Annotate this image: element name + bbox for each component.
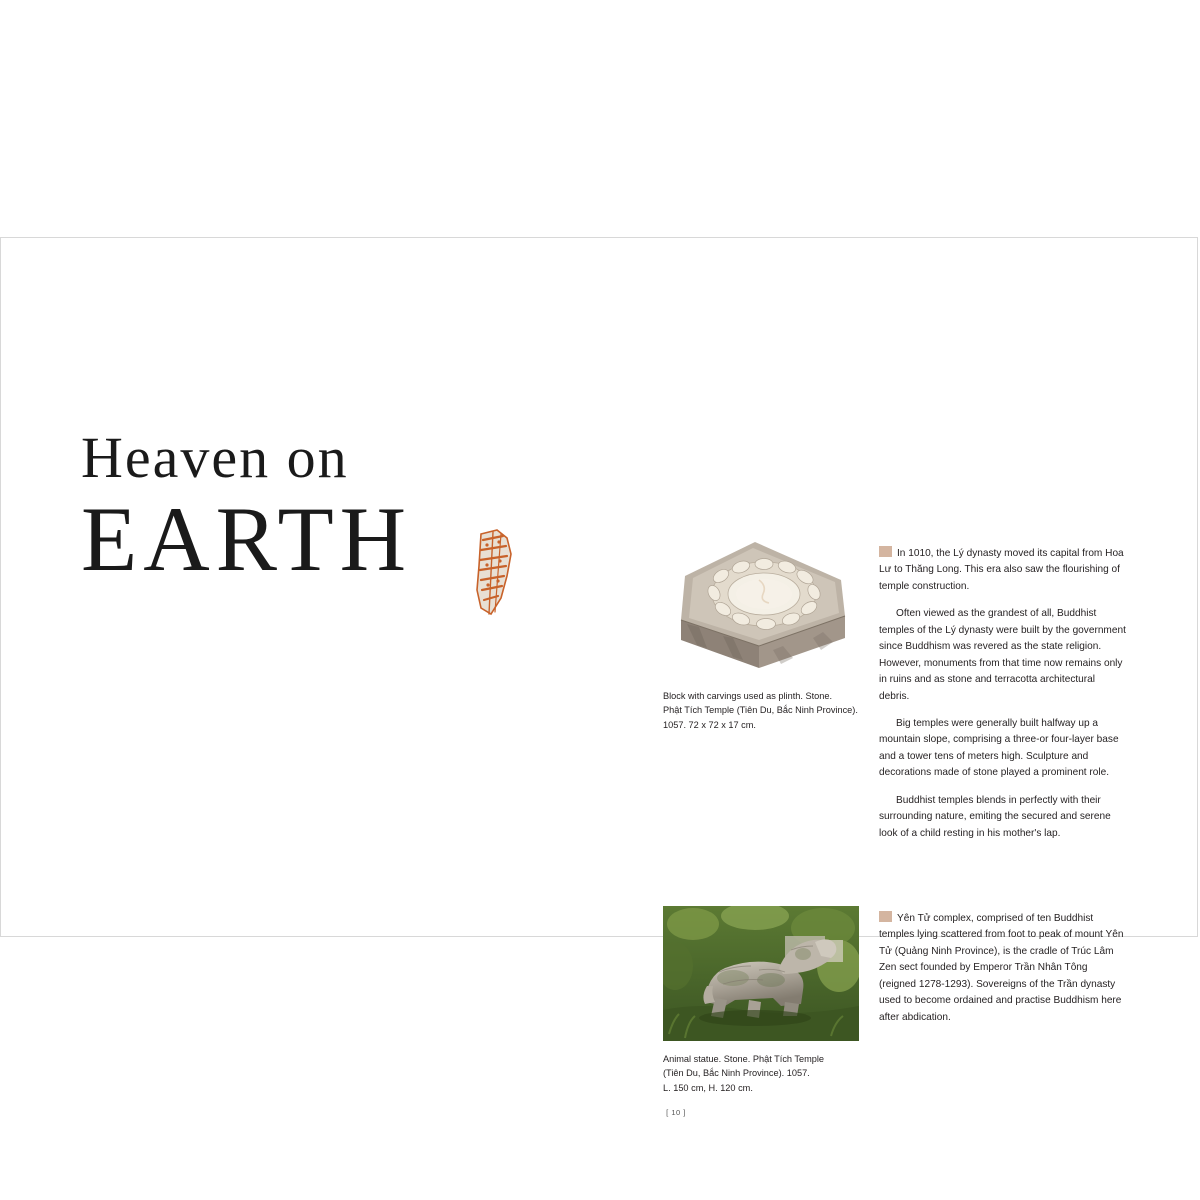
figure-animal-statue xyxy=(663,906,859,1095)
paragraph: Often viewed as the grandest of all, Buddhist temples of the Lý dynasty were built by the government since Buddhism was revered as the state religion. However, monuments from that time now remains only in ruins and as stone and terracotta architectural debris. xyxy=(879,608,1126,702)
caption-line: Animal statue. Stone. Phật Tích Temple xyxy=(663,1054,825,1064)
decorative-ornament-icon xyxy=(467,528,523,618)
figure-1-caption xyxy=(663,689,859,732)
caption-line: (Tiên Du, Bắc Ninh Province). 1057. xyxy=(663,1068,810,1079)
paragraph-text: In 1010, the Lý dynasty moved its capital from Hoa Lư to Thăng Long. This era also saw the flourishing of temple construction. xyxy=(879,548,1124,592)
plinth-block-photo xyxy=(663,528,859,678)
paragraph xyxy=(879,546,1127,595)
paragraph-lead-swatch xyxy=(879,546,892,557)
paragraph: Buddhist temples blends in perfectly with their surrounding nature, emiting the secured and serene look of a child resting in his mother's lap. xyxy=(879,794,1111,839)
figure-plinth-block xyxy=(663,528,859,732)
figure-2-caption xyxy=(663,1052,859,1095)
caption-line: Block with carvings used as plinth. Stone. xyxy=(663,691,833,701)
body-text-column-1 xyxy=(879,546,1127,853)
body-text-column-2 xyxy=(879,911,1127,1037)
paragraph-text: Yên Tử complex, comprised of ten Buddhist temples lying scattered from foot to peak of mount Yên Tử (Quảng Ninh Province), is the cradle of Trúc Lâm Zen sect founded by Emperor Trần Nhân Tông (reigned 1278-1293). Sovereigns of the Trần dynasty used to become ordained and practise Buddhism here after abdication. xyxy=(879,913,1124,1023)
paragraph xyxy=(879,911,1127,1026)
paragraph-lead-swatch xyxy=(879,911,892,922)
animal-statue-photo xyxy=(663,906,859,1041)
book-spread xyxy=(0,237,1198,1117)
caption-line: Phật Tích Temple (Tiên Du, Bắc Ninh Province). xyxy=(663,705,858,716)
paragraph: Big temples were generally built halfway up a mountain slope, comprising a three-or four-layer base and a tower tens of meters high. Sculpture and decorations made of stone played a prominent role. xyxy=(879,717,1119,779)
page-number: [ 10 ] xyxy=(666,1108,686,1117)
title-line-2: EARTH xyxy=(81,487,413,590)
title-line-1: Heaven on xyxy=(81,425,349,490)
caption-line: 1057. 72 x 72 x 17 cm. xyxy=(663,719,756,730)
caption-line: L. 150 cm, H. 120 cm. xyxy=(663,1082,753,1093)
